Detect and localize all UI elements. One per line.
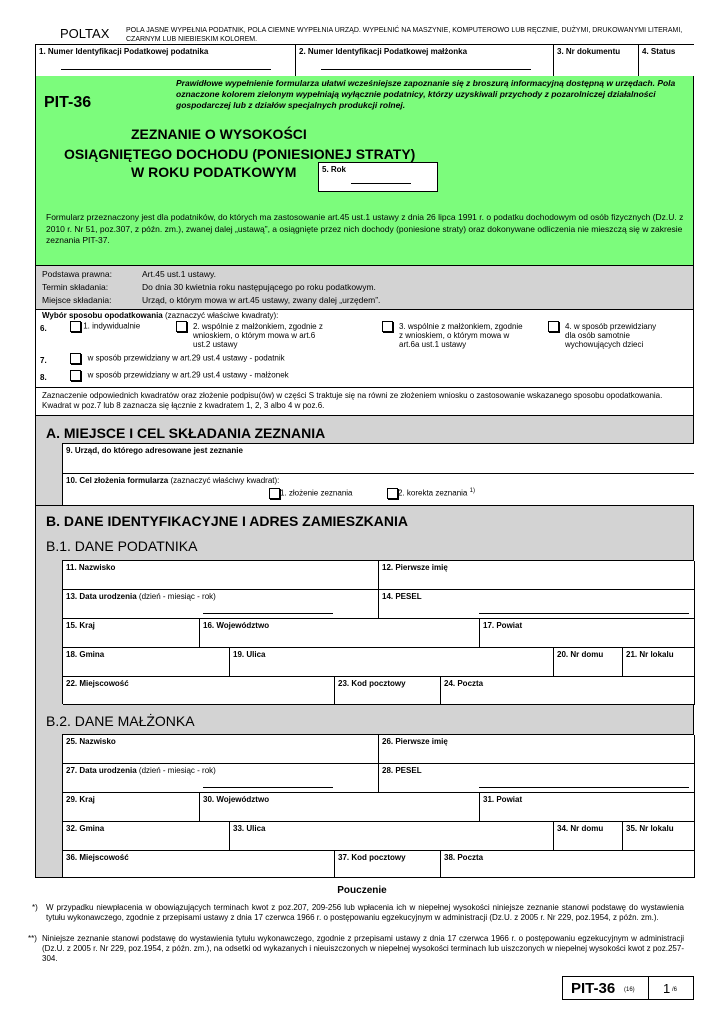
- nip-taxpayer-field[interactable]: 1. Numer Identyfikacji Podatkowej podatnika: [36, 45, 296, 76]
- date-ticks: [203, 609, 333, 614]
- deadline-value: Do dnia 30 kwietnia roku następującego po roku podatkowym.: [142, 282, 376, 292]
- legal-basis-value: Art.45 ust.1 ustawy.: [142, 269, 217, 279]
- purpose-field: 10. Cel złożenia formularza (zaznaczyć właściwy kwadrat): 1. złożenie zeznania 2. korekta zeznania $^{1)}$: [62, 473, 694, 505]
- country-field[interactable]: 15. Kraj: [63, 619, 200, 648]
- pos-8: 8.: [40, 373, 47, 382]
- nip-ticks: [321, 65, 531, 70]
- taxation-note: Zaznaczenie odpowiednich kwadratów oraz złożenie podpisu(ów) w części S traktuje się na równi ze złożeniem wniosku o zastosowanie wskazanego sposobu opodatkowania. Kwadrat w poz.7 lub 8 zaznacza się łącznie z kwadratem 1, 2, 3 albo 4 w poz.6.: [42, 391, 663, 410]
- pos-7: 7.: [40, 356, 47, 365]
- spouse-pesel-field[interactable]: 28. PESEL: [379, 764, 695, 793]
- street-field[interactable]: 19. Ulica: [230, 648, 554, 677]
- note1-mark: *): [32, 903, 38, 912]
- spouse-country-field[interactable]: 29. Kraj: [63, 793, 200, 822]
- spouse-postcode-field[interactable]: 37. Kod pocztowy: [335, 851, 441, 878]
- spouse-voivodeship-field[interactable]: 30. Województwo: [200, 793, 480, 822]
- option-individual[interactable]: 1. indywidualnie: [70, 321, 140, 332]
- checkbox[interactable]: [269, 488, 280, 499]
- form-description: Formularz przeznaczony jest dla podatników, do których ma zastosowanie art.45 ust.1 ustawy z dnia 26 lipca 1991 r. o podatku dochodowym od osób fizycznych (Dz.U. z 2010 r. Nr 51, poz.307, z późn. zm.), zwanej dalej „ustawą”, a osiągnięte przez nich dochody (poniesione straty) oraz dokonywane odliczenia nie mieszczą się w zakresie zeznania PIT-37.: [46, 212, 684, 245]
- checkbox[interactable]: [70, 370, 81, 381]
- checkbox[interactable]: [548, 321, 559, 332]
- spouse-firstname-field[interactable]: 26. Pierwsze imię: [379, 735, 695, 764]
- spouse-birthdate-field[interactable]: 27. Data urodzenia (dzień - miesiąc - rok): [63, 764, 379, 793]
- brand: POLTAX: [60, 26, 110, 41]
- option-single-parent-label: 4. w sposób przewidziany dla osób samotnie wychowujących dzieci: [565, 322, 657, 349]
- deadline-label: Termin składania:: [42, 282, 109, 292]
- date-ticks: [203, 783, 333, 788]
- doc-number-field: 3. Nr dokumentu: [554, 45, 639, 76]
- b1-title: B.1. DANE PODATNIKA: [46, 538, 198, 554]
- b2-title: B.2. DANE MAŁŻONKA: [46, 713, 195, 729]
- spouse-surname-field[interactable]: 25. Nazwisko: [63, 735, 379, 764]
- taxation-heading: Wybór sposobu opodatkowania (zaznaczyć właściwe kwadraty):: [42, 311, 279, 320]
- birthdate-field[interactable]: 13. Data urodzenia (dzień - miesiąc - rok): [63, 590, 379, 619]
- taxation-block: [35, 310, 694, 388]
- option-joint-art6a[interactable]: [382, 321, 393, 332]
- taxation-note-block: [35, 388, 694, 416]
- checkbox[interactable]: [70, 321, 81, 332]
- green-notice: Prawidłowe wypełnienie formularza ułatwi wcześniejsze zapoznanie się z broszurą informacyjną dostępną w urzędach. Pola oznaczone kolorem zielonym wypełniają wyłącznie podatnicy, którzy uzyskiwali przychody z pozarolniczej działalności gospodarczej lub z działów specjalnych produkcji rolnej.: [176, 78, 676, 110]
- title-line-2: OSIĄGNIĘTEGO DOCHODU (PONIESIONEJ STRATY): [64, 146, 416, 162]
- pesel-ticks: [479, 609, 689, 614]
- option-art29-taxpayer[interactable]: w sposób przewidziany w art.29 ust.4 ustawy - podatnik: [70, 353, 285, 364]
- section-a: [35, 416, 694, 506]
- spouse-flat-number-field[interactable]: 35. Nr lokalu: [623, 822, 695, 851]
- footer-title: Pouczenie: [337, 885, 387, 896]
- option-joint-art6[interactable]: [176, 321, 187, 332]
- post-office-field[interactable]: 24. Poczta: [441, 677, 695, 705]
- spouse-house-number-field[interactable]: 34. Nr domu: [554, 822, 623, 851]
- section-b: [35, 506, 694, 878]
- checkbox[interactable]: [176, 321, 187, 332]
- purpose-correction[interactable]: 2. korekta zeznania $^{1)}$: [387, 488, 475, 499]
- spouse-post-office-field[interactable]: 38. Poczta: [441, 851, 695, 878]
- year-field[interactable]: 5. Rok: [318, 162, 438, 192]
- option-joint-art6-label: 2. wspólnie z małżonkiem, zgodnie z wnioskiem, o którym mowa w art.6 ust.2 ustawy: [193, 322, 323, 349]
- header-fields: [35, 44, 694, 76]
- section-b-title: B. DANE IDENTYFIKACYJNE I ADRES ZAMIESZKANIA: [46, 513, 408, 529]
- b1-grid: [62, 560, 694, 704]
- page-footer-box: [562, 976, 694, 1000]
- legal-block: [35, 266, 694, 310]
- legal-basis-label: Podstawa prawna:: [42, 269, 112, 279]
- page-total: /6: [672, 987, 678, 993]
- tax-office-field[interactable]: 9. Urząd, do którego adresowane jest zeznanie: [62, 443, 694, 473]
- title-line-1: ZEZNANIE O WYSOKOŚCI: [131, 126, 307, 142]
- spouse-county-field[interactable]: 31. Powiat: [480, 793, 695, 822]
- postcode-field[interactable]: 23. Kod pocztowy: [335, 677, 441, 705]
- nip-ticks: [61, 65, 271, 70]
- year-ticks: [351, 179, 411, 184]
- spouse-street-field[interactable]: 33. Ulica: [230, 822, 554, 851]
- footer-version: (16): [624, 987, 635, 993]
- instruction: POLA JASNE WYPEŁNIA PODATNIK, POLA CIEMNE WYPEŁNIA URZĄD. WYPEŁNIĆ NA MASZYNIE, KOMPUTEROWO LUB RĘCZNIE, DUŻYMI, DRUKOWANYMI LITERAMI, CZARNYM LUB NIEBIESKIM KOLOREM.: [126, 27, 683, 43]
- spouse-commune-field[interactable]: 32. Gmina: [63, 822, 230, 851]
- county-field[interactable]: 17. Powiat: [480, 619, 695, 648]
- status-field: 4. Status: [639, 45, 694, 76]
- checkbox[interactable]: [387, 488, 398, 499]
- footer-code-cell: [563, 977, 649, 999]
- option-art29-spouse[interactable]: w sposób przewidziany w art.29 ust.4 ustawy - małżonek: [70, 370, 289, 381]
- b2-grid: [62, 734, 694, 877]
- footer-form-code: PIT-36: [571, 980, 616, 997]
- checkbox[interactable]: [70, 353, 81, 364]
- title-block: [35, 76, 694, 266]
- page-number: 1: [663, 981, 671, 996]
- section-a-title: A. MIEJSCE I CEL SKŁADANIA ZEZNANIA: [46, 425, 326, 441]
- flat-number-field[interactable]: 21. Nr lokalu: [623, 648, 695, 677]
- note2-mark: **): [28, 934, 37, 943]
- house-number-field[interactable]: 20. Nr domu: [554, 648, 623, 677]
- option-joint-art6a-label: 3. wspólnie z małżonkiem, zgodnie z wnioskiem, o którym mowa w art.6a ust.1 ustawy: [399, 322, 523, 349]
- pos-6: 6.: [40, 324, 47, 333]
- surname-field[interactable]: 11. Nazwisko: [63, 561, 379, 590]
- nip-spouse-field[interactable]: 2. Numer Identyfikacji Podatkowej małżonka: [296, 45, 554, 76]
- city-field[interactable]: 22. Miejscowość: [63, 677, 335, 705]
- checkbox[interactable]: [382, 321, 393, 332]
- place-value: Urząd, o którym mowa w art.45 ustawy, zwany dalej „urzędem”.: [142, 295, 381, 305]
- title-line-3: W ROKU PODATKOWYM: [131, 164, 297, 180]
- purpose-filing[interactable]: 1. złożenie zeznania: [269, 488, 353, 499]
- pesel-ticks: [479, 783, 689, 788]
- firstname-field[interactable]: 12. Pierwsze imię: [379, 561, 695, 590]
- pesel-field[interactable]: 14. PESEL: [379, 590, 695, 619]
- option-single-parent[interactable]: [548, 321, 559, 332]
- note1: W przypadku niewpłacenia w obowiązujących terminach kwot z poz.207, 209-256 lub wpłacenia ich w niepełnej wysokości niniejsze zeznanie stanowi podstawę do wystawienia tytułu wykonawczego, zgodnie z przepisami ustawy z dnia 17 czerwca 1966 r. o postępowaniu egzekucyjnym w administracji (Dz.U. z 2005 r. Nr 229, poz.1954, z późn. zm.).: [46, 903, 684, 922]
- commune-field[interactable]: 18. Gmina: [63, 648, 230, 677]
- place-label: Miejsce składania:: [42, 295, 112, 305]
- form-code: PIT-36: [44, 94, 92, 111]
- note2: Niniejsze zeznanie stanowi podstawę do wystawienia tytułu wykonawczego, zgodnie z przepisami ustawy z dnia 17 czerwca 1966 r. o postępowaniu egzekucyjnym w administracji (Dz.U. z 2005 r. Nr 229, poz.1954, z późn. zm.), na odsetki od wykazanych i nieuiszczonych w niepełnej wysokości terminach lub uiszczonych w niepełnej wysokości kwot z poz.257-304.: [42, 934, 684, 963]
- voivodeship-field[interactable]: 16. Województwo: [200, 619, 480, 648]
- spouse-city-field[interactable]: 36. Miejscowość: [63, 851, 335, 878]
